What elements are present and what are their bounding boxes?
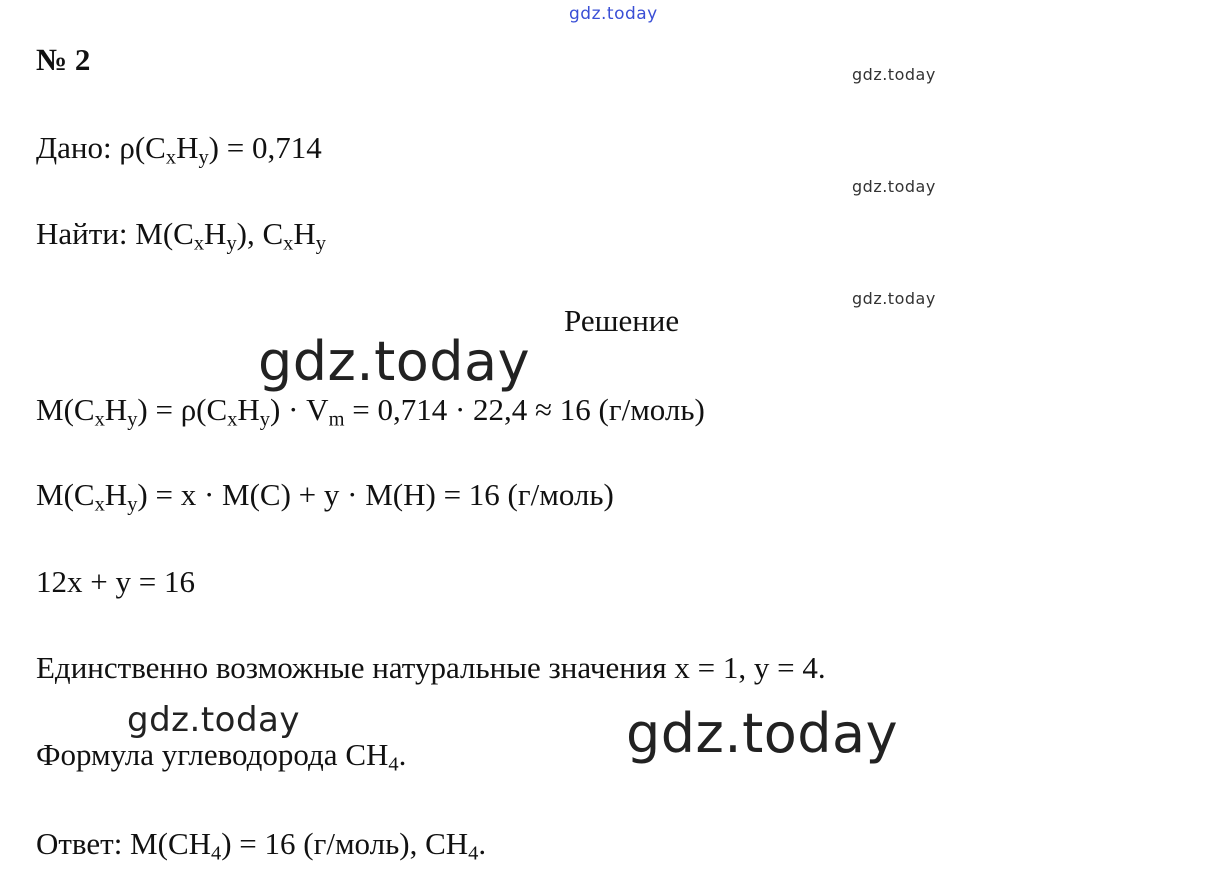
solution-heading: Решение [564,303,680,338]
watermark-side-3: gdz.today [852,289,936,308]
equation-linear: 12x + y = 16 [36,564,195,599]
watermark-large-1: gdz.today [258,330,531,393]
equation-composition: $M(C_xH_y) = x \cdot M(C) + y \cdot M(H) = 16$ (г/моль) [36,477,614,516]
watermark-side-2: gdz.today [852,177,936,196]
given-line: Дано: $\rho(C_xH_y) = 0,714$ [36,130,322,169]
watermark-side-1: gdz.today [852,65,936,84]
problem-number: № 2 [36,42,91,77]
answer-line: Ответ: $M(CH_4) = 16$ (г/моль), $CH_4$. [36,826,487,865]
watermark-medium-1: gdz.today [127,700,300,740]
find-label: Найти: [36,216,128,251]
given-label: Дано: [36,130,112,165]
equation-molar-mass: $M(C_xH_y) = \rho(C_xH_y) \cdot V_m = 0,714 \cdot 22,4 \approx 16$ (г/моль) [36,392,705,431]
solution-note: Единственно возможные натуральные значения x = 1, y = 4. [36,650,826,685]
formula-line: Формула углеводорода $CH_4$. [36,737,407,776]
watermark-large-2: gdz.today [626,702,899,765]
watermark-top: gdz.today [569,4,658,24]
find-line: Найти: $M(C_xH_y)$, $C_xH_y$ [36,216,326,255]
